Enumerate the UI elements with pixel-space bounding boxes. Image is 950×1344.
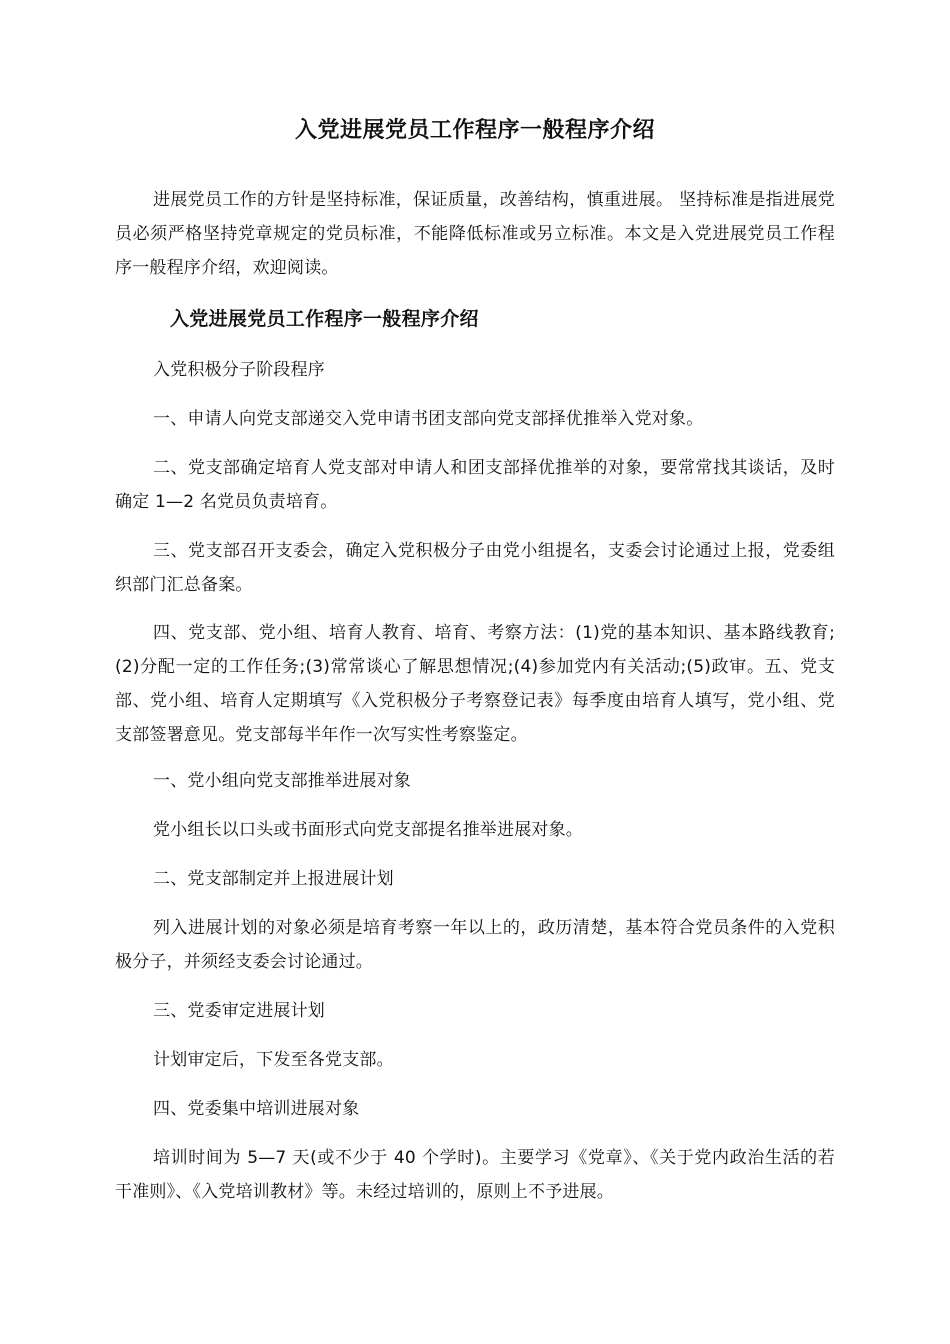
paragraph-item-1-heading: 一、党小组向党支部推举进展对象 [153,771,411,791]
paragraph-item-2-body: 列入进展计划的对象必须是培育考察一年以上的，政历清楚，基本符合党员条件的入党积极分子，并须经支委会讨论通过。 [115,918,835,972]
paragraph-item-3-heading: 三、党委审定进展计划 [153,1001,325,1021]
document-title: 入党进展党员工作程序一般程序介绍 [294,118,655,143]
paragraph-step-1: 一、申请人向党支部递交入党申请书团支部向党支部择优推举入党对象。 [153,409,704,429]
paragraph-item-3-body: 计划审定后，下发至各党支部。 [153,1050,394,1070]
paragraph-step-2: 二、党支部确定培育人党支部对申请人和团支部择优推举的对象，要常常找其谈话，及时确定 1—2 名党员负责培育。 [115,458,835,512]
section-heading: 入党进展党员工作程序一般程序介绍 [170,308,479,330]
paragraph-step-4: 四、党支部、党小组、培育人教育、培育、考察方法：(1)党的基本知识、基本路线教育;(2)分配一定的工作任务;(3)常常谈心了解思想情况;(4)参加党内有关活动;(5)政审。五、党支部、党小组、培育人定期填写《入党积极分子考察登记表》每季度由培育人填写，党小组、党支部签署意见。党支部每半年作一次写实性考察鉴定。 [115,623,835,745]
document-page [115,0,835,1344]
intro-paragraph: 进展党员工作的方针是坚持标准，保证质量，改善结构，慎重进展。 坚持标准是指进展党员必须严格坚持党章规定的党员标准，不能降低标准或另立标准。本文是入党进展党员工作程序一般程序介绍，欢迎阅读。 [115,190,835,278]
paragraph-item-4-body: 培训时间为 5—7 天(或不少于 40 个学时)。主要学习《党章》、《关于党内政治生活的若干准则》、《入党培训教材》等。未经过培训的，原则上不予进展。 [115,1148,835,1202]
paragraph-item-1-body: 党小组长以口头或书面形式向党支部提名推举进展对象。 [153,820,583,840]
paragraph-stage-heading: 入党积极分子阶段程序 [153,360,325,380]
paragraph-item-4-heading: 四、党委集中培训进展对象 [153,1099,360,1119]
paragraph-step-3: 三、党支部召开支委会，确定入党积极分子由党小组提名，支委会讨论通过上报，党委组织部门汇总备案。 [115,541,835,595]
paragraph-item-2-heading: 二、党支部制定并上报进展计划 [153,869,394,889]
